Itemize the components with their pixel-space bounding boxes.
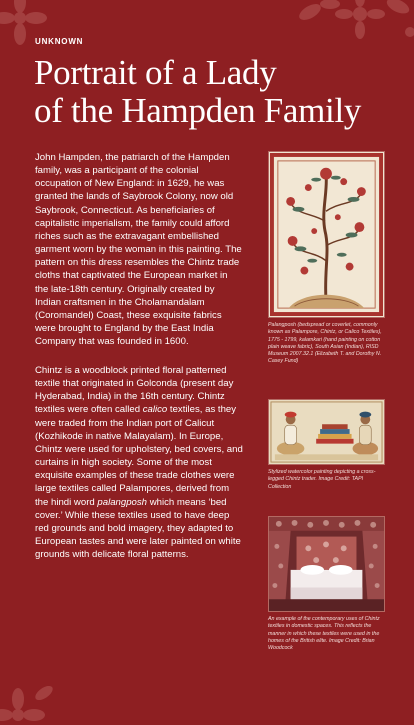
figure-caption: Stylized watercolor painting depicting a cross-legged Chintz trader. Image Credit: TAPI Collection [268, 469, 376, 490]
floral-ornament-icon [0, 679, 58, 725]
title-line-1: Portrait of a Lady [34, 53, 277, 92]
title-line-2: of the Hampden Family [34, 91, 362, 130]
body-paragraph-chintz [35, 364, 243, 561]
figure-caption: Palangposh (bedspread or coverlet, commonly known as Palampore, Chintz, or Calico Textiles), 1775 - 1799, kalamkari (hand painting on cotton plain weave fabric), South Asian (Indian), RISD Museum 2007.32.1 (Elizabeth T. and Dorothy N. Casey Fund) [268, 322, 382, 365]
watercolor-trader-image [268, 399, 385, 465]
paragraph-text: textiles, as they were traded from the Indian port of Calicut (Kozhikode in native Malayalam). In Europe, Chintz were used for upholstery, bed covers, and curtains in high society. Some of the most exquisite examples of these trade clothes were large textiles called Palampores, derived from the hindi word [35, 404, 243, 508]
paragraph-text: which means ‘bed cover.’ While these textiles used to have deep red grounds and bold imagery, they adapted to European tastes and were later painted on white grounds with delicate floral patterns. [35, 496, 241, 561]
palampore-textile-image [268, 151, 385, 318]
figure-caption: An example of the contemporary uses of Chintz textiles in domestic spaces. This reflects the manner in which these textiles were used in the homes of the British elite. Image Credit: Brian Woodcock [268, 616, 380, 652]
paragraph-text: Chintz is a woodblock printed floral patterned textile that originated in Golconda (present day Hyderabad, India) in the 16th century. Chintz textiles were often called [35, 365, 234, 416]
page-title [34, 54, 404, 130]
floral-ornament-icon [290, 0, 414, 52]
artist-label: UNKNOWN [35, 37, 84, 46]
figure-watercolor [268, 399, 385, 491]
figure-palampore [268, 151, 385, 366]
figure-bedroom [268, 516, 385, 652]
chintz-bedroom-image [268, 516, 385, 612]
italic-term-palangposh: palangposh [97, 496, 148, 508]
italic-term-calico: calico [142, 404, 168, 416]
body-paragraph-history: John Hampden, the patriarch of the Hampden family, was a participant of the colonial occupation of New England: in 1629, he was granted the lands of Saybrook Colony, now old Saybrook, Connecticut. As beneficiaries of capitalistic imperialism, the family could afford riches such as the extravagant embellished garment worn by the woman in this painting. The pattern on this dress resembles the Chintz trade cloths that captivated the European market in the late-18th century. Originally created by Indian craftsmen in the Cholamandalam (Coromandel) Coast, these exquisite fabrics were brought to England by the East India Company that was founded in 1600. [35, 152, 242, 348]
